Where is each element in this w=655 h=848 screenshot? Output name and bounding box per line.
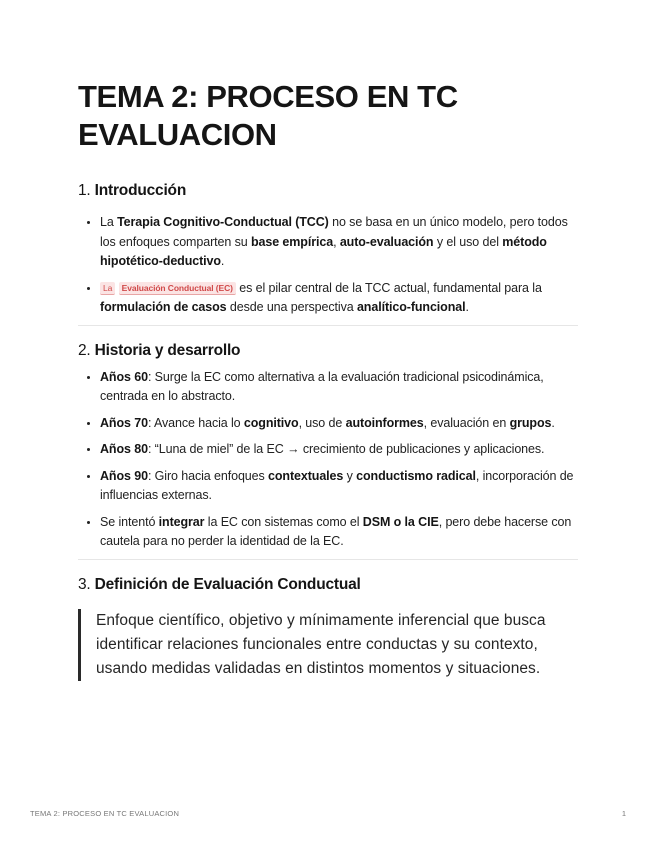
text-run: , evaluación en xyxy=(423,415,510,430)
section-number: 1. xyxy=(78,182,91,199)
section-heading-definicion xyxy=(78,576,578,594)
list-item xyxy=(100,279,578,318)
bold-text: Años 70 xyxy=(100,415,148,430)
text-run: y xyxy=(343,468,357,483)
bold-text: auto-evaluación xyxy=(339,234,434,249)
text-run: : Giro hacia enfoques xyxy=(147,468,269,483)
divider xyxy=(78,325,578,326)
bold-text: Años 90 xyxy=(100,468,148,483)
bold-text: autoinformes xyxy=(345,415,424,430)
text-run: : “Luna de miel” de la EC → crecimiento de publicaciones y aplicaciones. xyxy=(147,442,545,456)
text-run: , xyxy=(333,234,340,249)
text-run: es el pilar central de la TCC actual, fundamental para la xyxy=(235,280,542,295)
list-item xyxy=(100,414,578,434)
section-title: Historia y desarrollo xyxy=(94,341,241,359)
list-item xyxy=(100,368,578,407)
bold-text: DSM o la CIE xyxy=(362,514,439,529)
bold-text: Terapia Cognitivo-Conductual (TCC) xyxy=(117,215,329,229)
page-title xyxy=(78,78,578,154)
section-heading-historia xyxy=(78,342,578,360)
bold-text: cognitivo xyxy=(243,415,299,430)
bullet-list-introduccion xyxy=(78,213,578,318)
page-title-line2: EVALUACION xyxy=(78,117,277,152)
text-run: . xyxy=(220,254,225,268)
section-number: 3. xyxy=(78,575,91,593)
bullet-list-historia xyxy=(78,368,578,552)
text-run: , pero debe hacerse con cautela para no perder la identidad de la EC. xyxy=(100,514,572,548)
text-run: y el uso del xyxy=(433,234,503,249)
bold-text: base empírica xyxy=(250,234,334,249)
document-page xyxy=(78,78,578,681)
footer-page-number: 1 xyxy=(621,809,626,818)
text-run: . xyxy=(551,415,555,430)
bold-text: integrar xyxy=(158,514,205,529)
section-title: Definición de Evaluación Conductual xyxy=(94,575,361,593)
section-heading-introduccion xyxy=(78,182,578,200)
highlight-tag: Evaluación Conductual (EC) xyxy=(119,282,236,295)
text-run: : Avance hacia lo xyxy=(147,415,244,430)
text-run: la EC con sistemas como el xyxy=(204,514,363,529)
text-run: desde una perspectiva xyxy=(226,300,357,314)
definition-quote: Enfoque científico, objetivo y mínimamente inferencial que busca identificar relaciones funcionales entre conductas y su contexto, usando medidas validadas en distintos momentos y situaciones. xyxy=(78,609,578,681)
highlight-tag: La xyxy=(100,282,115,295)
text-run: : Surge la EC como alternativa a la evaluación tradicional psicodinámica, centrada en lo abstracto. xyxy=(100,369,544,403)
list-item xyxy=(100,440,578,460)
text-run: Se intentó xyxy=(100,514,159,529)
bold-text: analítico-funcional xyxy=(356,300,466,314)
text-run: no se basa en un único modelo, pero todos los enfoques comparten su xyxy=(100,215,568,249)
list-item xyxy=(100,513,578,552)
divider xyxy=(78,559,578,560)
text-run: . xyxy=(465,300,469,314)
text-run: , incorporación de influencias externas. xyxy=(100,468,574,502)
list-item xyxy=(100,467,578,506)
text-run: , uso de xyxy=(298,415,346,430)
bold-text: método hipotético-deductivo xyxy=(100,234,547,268)
bold-text: contextuales xyxy=(268,468,344,483)
list-item xyxy=(100,213,578,272)
footer-document-title: TEMA 2: PROCESO EN TC EVALUACION xyxy=(30,809,180,818)
bold-text: formulación de casos xyxy=(100,300,227,314)
section-title: Introducción xyxy=(94,182,187,199)
bold-text: Años 80 xyxy=(100,442,148,456)
text-run: La xyxy=(100,215,118,229)
bold-text: grupos xyxy=(509,415,552,430)
bold-text: conductismo radical xyxy=(356,468,476,483)
page-title-line1: TEMA 2: PROCESO EN TC xyxy=(78,79,458,114)
section-number: 2. xyxy=(78,341,91,359)
bold-text: Años 60 xyxy=(100,369,148,384)
